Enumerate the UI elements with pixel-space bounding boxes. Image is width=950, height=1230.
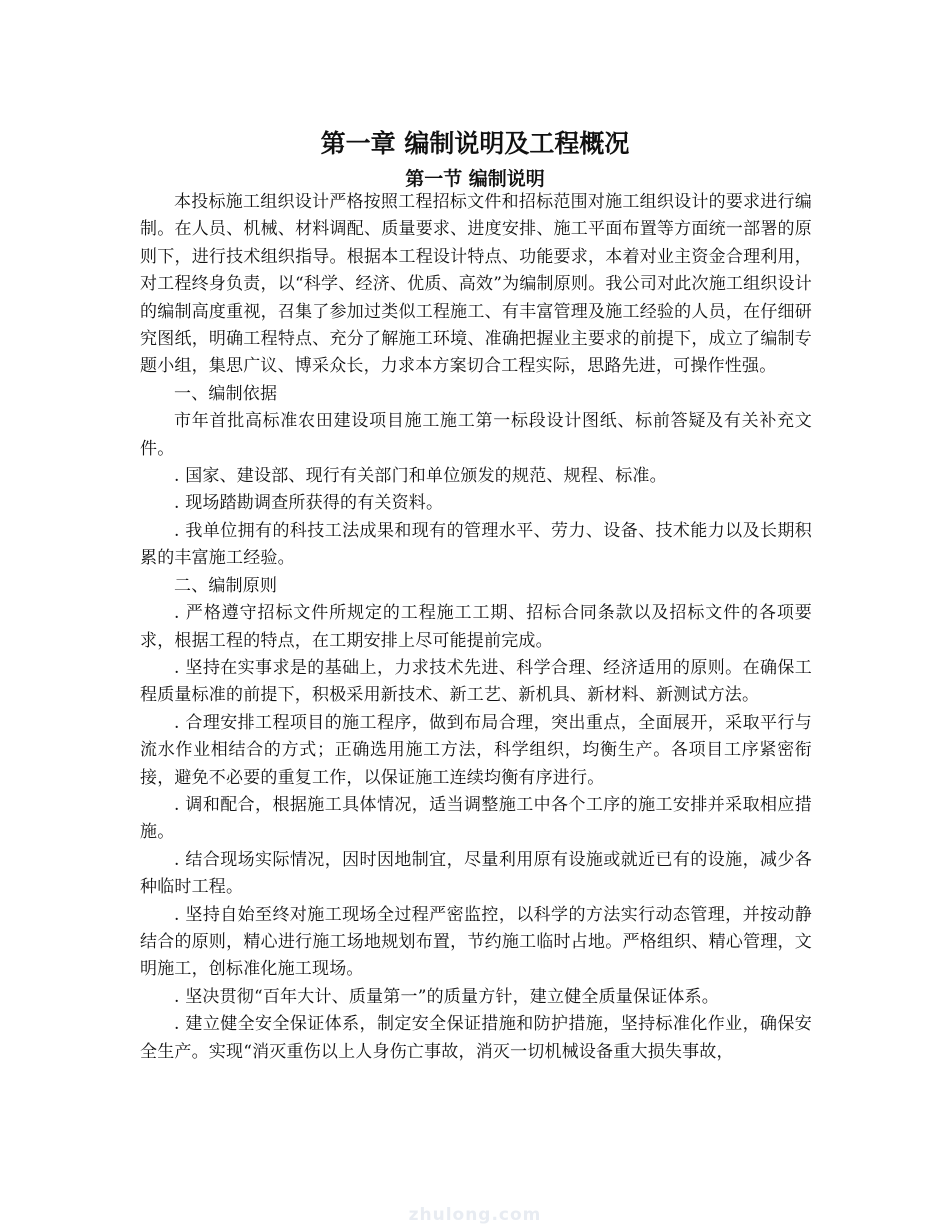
paragraph-principle-1: . 严格遵守招标文件所规定的工程施工工期、招标合同条款以及招标文件的各项要求，根据工程的特点，在工期安排上尽可能提前完成。 — [140, 603, 812, 651]
paragraph-basis-2: . 国家、建设部、现行有关部门和单位颁发的规范、规程、标准。 — [174, 466, 667, 487]
paragraph-principle-7: . 坚决贯彻“百年大计、质量第一”的质量方针，建立健全质量保证体系。 — [174, 986, 719, 1007]
paragraph-principle-8: . 建立健全安全保证体系，制定安全保证措施和防护措施，坚持标准化作业，确保安全生产。实现“消灭重伤以上人身伤亡事故，消灭一切机械设备重大损失事故， — [140, 1014, 812, 1062]
paragraph-principle-4: . 调和配合，根据施工具体情况，适当调整施工中各个工序的施工安排并采取相应措施。 — [140, 794, 812, 843]
chapter-title: 第一章 编制说明及工程概况 — [320, 129, 630, 158]
section-title: 第一节 编制说明 — [405, 168, 545, 190]
paragraph-principle-5: . 结合现场实际情况，因时因地制宜，尽量利用原有设施或就近已有的设施，减少各种临时工程。 — [140, 849, 812, 898]
paragraph-principle-3: . 合理安排工程项目的施工程序，做到布局合理，突出重点，全面展开，采取平行与流水作业相结合的方式；正确选用施工方法，科学组织，均衡生产。各项目工序紧密衔接，避免不必要的重复工作，以保证施工连续均衡有序进行。 — [140, 712, 812, 788]
paragraph-principle-2: . 坚持在实事求是的基础上，力求技术先进、科学合理、经济适用的原则。在确保工程质量标准的前提下，积极采用新技术、新工艺、新机具、新材料、新测试方法。 — [140, 657, 812, 706]
paragraph-basis-4: . 我单位拥有的科技工法成果和现有的管理水平、劳力、设备、技术能力以及长期积累的丰富施工经验。 — [140, 520, 812, 569]
paragraph-intro: 本投标施工组织设计严格按照工程招标文件和招标范围对施工组织设计的要求进行编制。在人员、机械、材料调配、质量要求、进度安排、施工平面布置等方面统一部署的原则下，进行技术组织指导。根据本工程设计特点、功能要求，本着对业主资金合理利用，对工程终身负责，以“科学、经济、优质、高效”为编制原则。我公司对此次施工组织设计的编制高度重视，召集了参加过类似工程施工、有丰富管理及施工经验的人员，在仔细研究图纸，明确工程特点、充分了解施工环境、准确把握业主要求的前提下，成立了编制专题小组，集思广议、博采众长，力求本方案切合工程实际，思路先进，可操作性强。 — [140, 192, 812, 377]
watermark: zhulong.com — [408, 1205, 542, 1225]
heading-principles: 二、编制原则 — [174, 575, 278, 596]
paragraph-basis-3: . 现场踏勘调查所获得的有关资料。 — [174, 493, 444, 514]
paragraph-basis-1: 市年首批高标准农田建设项目施工施工第一标段设计图纸、标前答疑及有关补充文件。 — [140, 411, 812, 459]
body-text — [140, 189, 812, 1066]
paragraph-principle-6: . 坚持自始至终对施工现场全过程严密监控，以科学的方法实行动态管理，并按动静结合的原则，精心进行施工场地规划布置，节约施工临时占地。严格组织、精心管理，文明施工，创标准化施工现场。 — [140, 904, 812, 980]
heading-basis: 一、编制依据 — [174, 383, 278, 404]
